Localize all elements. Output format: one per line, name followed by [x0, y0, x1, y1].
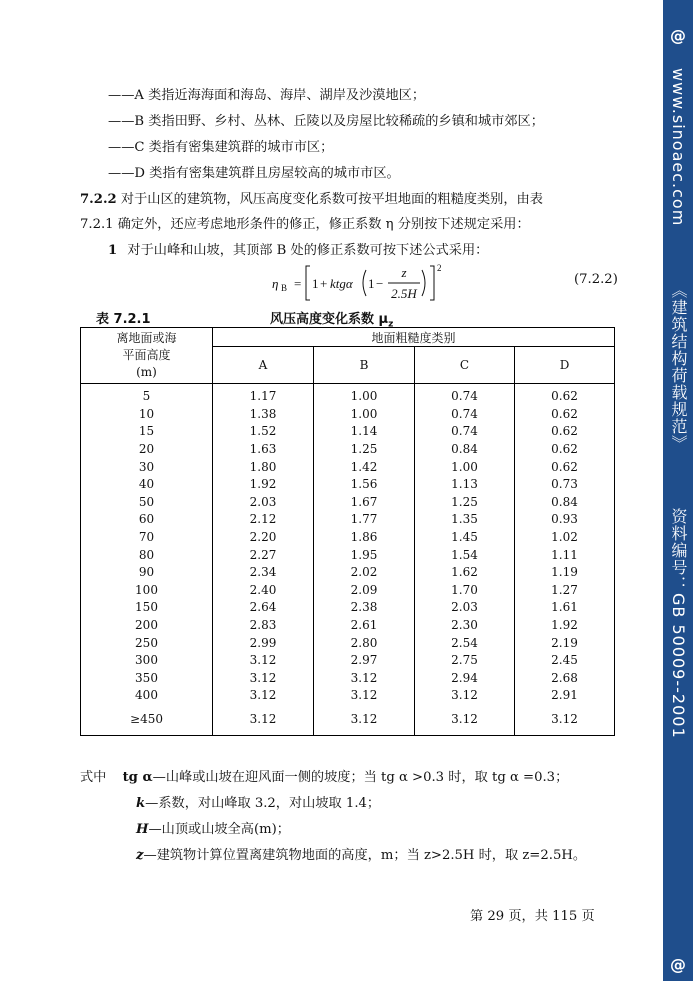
- formula-exponent: 2: [437, 263, 442, 273]
- coefficient-cell: 3.12: [213, 670, 314, 688]
- coefficient-cell: 3.12: [213, 705, 314, 736]
- column-header-d: D: [515, 347, 615, 384]
- coefficient-cell: 1.56: [314, 476, 415, 494]
- height-header-line-3: (m): [136, 365, 157, 379]
- coefficient-cell: 3.12: [415, 705, 515, 736]
- coefficient-cell: 0.74: [415, 406, 515, 424]
- coefficient-cell: 2.12: [213, 511, 314, 529]
- formula-eq: =: [294, 276, 302, 291]
- table-row: [81, 687, 615, 705]
- note-tg: [80, 766, 568, 785]
- note-k-text: —系数，对山峰取 3.2，对山坡取 1.4；: [145, 796, 381, 811]
- coefficient-cell: 0.74: [415, 384, 515, 406]
- category-d: ——D 类指有密集建筑群且房屋较高的城市市区。: [108, 166, 400, 181]
- table-caption-number: 表 7.2.1: [96, 312, 151, 327]
- coefficient-cell: 2.61: [314, 617, 415, 635]
- coefficient-cell: 1.35: [415, 511, 515, 529]
- coefficient-cell: 1.52: [213, 423, 314, 441]
- coefficient-cell: 2.03: [415, 599, 515, 617]
- coefficient-cell: 2.20: [213, 529, 314, 547]
- table-row: [81, 546, 615, 564]
- formula-minus: −: [376, 276, 384, 291]
- coefficient-cell: 1.77: [314, 511, 415, 529]
- table-row: [81, 423, 615, 441]
- coefficient-cell: 1.02: [515, 529, 615, 547]
- coefficient-cell: 1.00: [415, 458, 515, 476]
- coefficient-cell: 3.12: [515, 705, 615, 736]
- note-k: [136, 792, 380, 811]
- height-cell: 350: [81, 670, 213, 688]
- table-row: [81, 634, 615, 652]
- height-cell: 400: [81, 687, 213, 705]
- formula-7-2-2: [270, 262, 460, 304]
- height-cell: 40: [81, 476, 213, 494]
- coefficient-cell: 2.27: [213, 546, 314, 564]
- formula-numerator: z: [401, 265, 407, 280]
- sidebar-at-top: @: [670, 26, 686, 45]
- coefficient-cell: 2.30: [415, 617, 515, 635]
- table-row: [81, 458, 615, 476]
- note-prefix: 式中: [80, 770, 107, 785]
- coefficient-cell: 1.00: [314, 406, 415, 424]
- coefficient-cell: 1.27: [515, 582, 615, 600]
- coefficient-cell: 1.95: [314, 546, 415, 564]
- height-cell: 200: [81, 617, 213, 635]
- sidebar-website[interactable]: www.sinoaec.com: [669, 68, 688, 227]
- coefficient-cell: 0.62: [515, 384, 615, 406]
- formula-plus: +: [320, 276, 328, 291]
- sidebar-vertical-text: [667, 68, 689, 948]
- height-cell: 10: [81, 406, 213, 424]
- coefficient-cell: 3.12: [213, 687, 314, 705]
- coefficient-cell: 2.64: [213, 599, 314, 617]
- coefficient-cell: 2.80: [314, 634, 415, 652]
- note-k-symbol: k: [136, 796, 146, 811]
- note-z-text: —建筑物计算位置离建筑物地面的高度，m；当 z>2.5H 时，取 z=2.5H。: [143, 848, 587, 863]
- note-z: [136, 844, 586, 863]
- table-caption-text: 风压高度变化系数 μ: [270, 312, 389, 327]
- clause-text-2: 7.2.1 确定外，还应考虑地形条件的修正，修正系数 η 分别按下述规定采用：: [80, 217, 530, 232]
- table-row: [81, 406, 615, 424]
- coefficient-cell: 1.92: [213, 476, 314, 494]
- coefficient-cell: 2.99: [213, 634, 314, 652]
- height-cell: 300: [81, 652, 213, 670]
- height-cell: ≥450: [81, 705, 213, 736]
- item-text: 对于山峰和山坡，其顶部 B 处的修正系数可按下述公式采用：: [127, 243, 489, 258]
- height-cell: 5: [81, 384, 213, 406]
- coefficient-cell: 2.03: [213, 494, 314, 512]
- equation-number: (7.2.2): [574, 272, 618, 287]
- note-h-text: —山顶或山坡全高(m)；: [148, 822, 290, 837]
- height-cell: 30: [81, 458, 213, 476]
- note-h: [136, 818, 290, 837]
- note-h-symbol: H: [136, 822, 149, 837]
- coefficient-cell: 1.86: [314, 529, 415, 547]
- clause-number: 7.2.2: [80, 192, 117, 207]
- coefficient-cell: 1.11: [515, 546, 615, 564]
- formula-one: 1: [312, 276, 319, 291]
- height-cell: 50: [81, 494, 213, 512]
- height-header-line-2: 平面高度: [122, 348, 171, 362]
- column-header-c: C: [415, 347, 515, 384]
- table-row: [81, 670, 615, 688]
- table-row: [81, 476, 615, 494]
- right-sidebar: [663, 0, 693, 981]
- table-row: [81, 529, 615, 547]
- table-row: [81, 599, 615, 617]
- table-row: [81, 652, 615, 670]
- coefficient-cell: 3.12: [314, 687, 415, 705]
- coefficient-cell: 3.12: [314, 705, 415, 736]
- paren-left: [363, 270, 366, 296]
- table-body: [81, 384, 615, 736]
- sidebar-code: 资料编号：GB 50009--2001: [669, 508, 688, 740]
- coefficient-cell: 1.63: [213, 441, 314, 459]
- coefficient-cell: 1.54: [415, 546, 515, 564]
- coefficient-cell: 2.91: [515, 687, 615, 705]
- table-row: [81, 384, 615, 406]
- coefficient-cell: 1.42: [314, 458, 415, 476]
- coefficient-cell: 2.45: [515, 652, 615, 670]
- clause-line-1: [80, 188, 543, 207]
- table-row: [81, 494, 615, 512]
- table-caption-subscript: z: [388, 319, 394, 330]
- clause-text-1: 对于山区的建筑物，风压高度变化系数可按平坦地面的粗糙度类别，由表: [120, 192, 543, 207]
- coefficient-cell: 0.62: [515, 423, 615, 441]
- coefficient-cell: 2.38: [314, 599, 415, 617]
- item-1: [108, 239, 488, 258]
- height-cell: 100: [81, 582, 213, 600]
- category-c: ——C 类指有密集建筑群的城市市区；: [108, 140, 334, 155]
- height-cell: 90: [81, 564, 213, 582]
- coefficient-cell: 1.25: [314, 441, 415, 459]
- height-cell: 20: [81, 441, 213, 459]
- coefficient-cell: 1.62: [415, 564, 515, 582]
- coefficient-cell: 2.54: [415, 634, 515, 652]
- coefficient-cell: 3.12: [415, 687, 515, 705]
- coefficient-cell: 2.34: [213, 564, 314, 582]
- coefficient-cell: 0.93: [515, 511, 615, 529]
- formula-ktga: ktgα: [330, 276, 353, 291]
- column-header-b: B: [314, 347, 415, 384]
- coefficient-cell: 0.74: [415, 423, 515, 441]
- height-cell: 60: [81, 511, 213, 529]
- coefficient-cell: 1.80: [213, 458, 314, 476]
- coefficient-cell: 0.84: [415, 441, 515, 459]
- height-cell: 80: [81, 546, 213, 564]
- coefficient-cell: 2.83: [213, 617, 314, 635]
- coefficient-cell: 1.38: [213, 406, 314, 424]
- table-row: [81, 511, 615, 529]
- coefficient-cell: 2.97: [314, 652, 415, 670]
- coefficient-cell: 0.84: [515, 494, 615, 512]
- coefficient-cell: 2.75: [415, 652, 515, 670]
- coefficient-cell: 3.12: [314, 670, 415, 688]
- height-header-line-1: 离地面或海: [116, 331, 177, 345]
- table-row: [81, 564, 615, 582]
- bracket-right: [430, 266, 434, 300]
- sidebar-at-bottom: @: [670, 955, 686, 974]
- page-number: 第 29 页，共 115 页: [470, 909, 595, 924]
- height-header: [81, 328, 213, 384]
- coefficient-cell: 1.19: [515, 564, 615, 582]
- coefficient-cell: 2.68: [515, 670, 615, 688]
- roughness-group-header: 地面粗糙度类别: [213, 328, 615, 347]
- coefficient-cell: 0.73: [515, 476, 615, 494]
- formula-lhs: η: [272, 276, 279, 291]
- coefficient-cell: 2.02: [314, 564, 415, 582]
- paren-right: [422, 270, 425, 296]
- height-cell: 15: [81, 423, 213, 441]
- item-number: 1: [108, 243, 118, 258]
- coefficient-cell: 0.62: [515, 406, 615, 424]
- coefficient-cell: 1.13: [415, 476, 515, 494]
- coefficient-cell: 1.45: [415, 529, 515, 547]
- formula-lhs-sub: B: [281, 283, 288, 293]
- coefficient-cell: 1.61: [515, 599, 615, 617]
- coefficient-cell: 1.14: [314, 423, 415, 441]
- coefficient-cell: 1.67: [314, 494, 415, 512]
- note-z-symbol: z: [136, 848, 144, 863]
- bracket-left: [306, 266, 310, 300]
- formula-denominator: 2.5H: [391, 286, 417, 301]
- coefficient-cell: 1.00: [314, 384, 415, 406]
- category-b: ——B 类指田野、乡村、丛林、丘陵以及房屋比较稀疏的乡镇和城市郊区；: [108, 114, 544, 129]
- note-tg-text: —山峰或山坡在迎风面一侧的坡度；当 tg α >0.3 时，取 tg α =0.3；: [152, 770, 569, 785]
- category-a: ——A 类指近海海面和海岛、海岸、湖岸及沙漠地区；: [108, 88, 426, 103]
- coefficient-cell: 1.17: [213, 384, 314, 406]
- column-header-a: A: [213, 347, 314, 384]
- height-cell: 150: [81, 599, 213, 617]
- coefficient-cell: 2.94: [415, 670, 515, 688]
- height-cell: 250: [81, 634, 213, 652]
- coefficient-cell: 1.92: [515, 617, 615, 635]
- coefficient-cell: 3.12: [213, 652, 314, 670]
- coefficient-cell: 1.25: [415, 494, 515, 512]
- table-row: [81, 617, 615, 635]
- coefficient-cell: 2.09: [314, 582, 415, 600]
- sidebar-title: 《建筑结构荷载规范》: [669, 282, 688, 453]
- coefficient-cell: 0.62: [515, 441, 615, 459]
- coefficient-cell: 0.62: [515, 458, 615, 476]
- table-row: [81, 441, 615, 459]
- table-row: [81, 705, 615, 736]
- wind-pressure-table: [80, 327, 615, 736]
- note-tg-symbol: tg α: [122, 770, 153, 785]
- table-row: [81, 582, 615, 600]
- coefficient-cell: 2.40: [213, 582, 314, 600]
- coefficient-cell: 1.70: [415, 582, 515, 600]
- height-cell: 70: [81, 529, 213, 547]
- coefficient-cell: 2.19: [515, 634, 615, 652]
- formula-inner-one: 1: [368, 276, 375, 291]
